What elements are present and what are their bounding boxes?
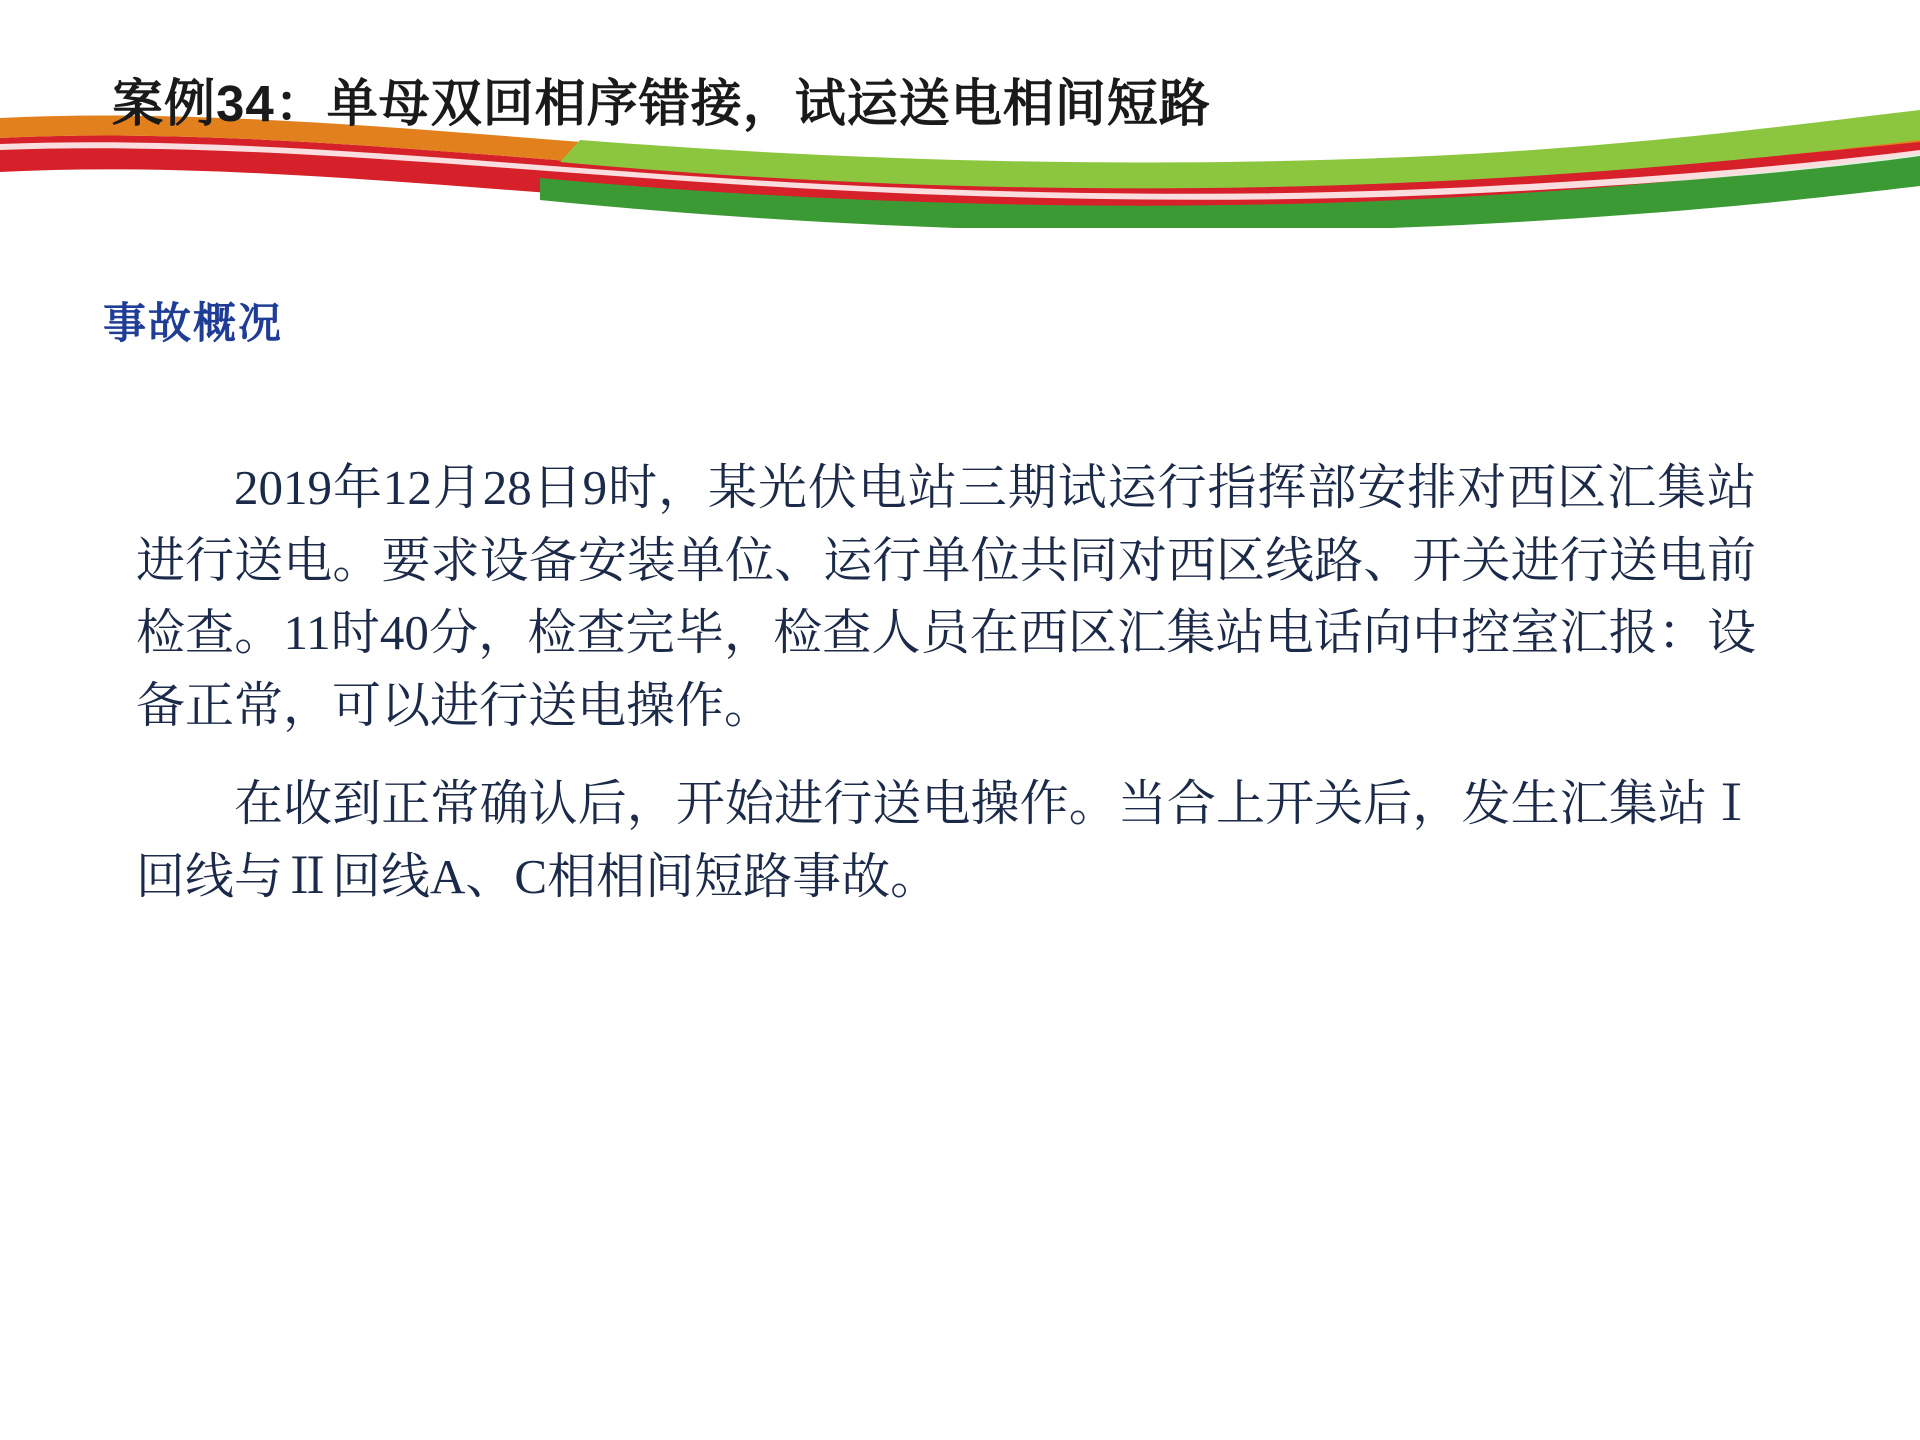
paragraph: 在收到正常确认后，开始进行送电操作。当合上开关后，发生汇集站Ⅰ回线与Ⅱ回线A、C相相间短路事故。 xyxy=(136,776,1756,904)
paragraph: 2019年12月28日9时，某光伏电站三期试运行指挥部安排对西区汇集站进行送电。要求设备安装单位、运行单位共同对西区线路、开关进行送电前检查。11时40分，检查完毕，检查人员在西区汇集站电话向中控室汇报：设备正常，可以进行送电操作。 xyxy=(136,460,1756,733)
section-heading: 事故概况 xyxy=(103,300,283,348)
band-bottom-fill xyxy=(0,228,1920,250)
page-title: 案例34：单母双回相序错接，试运送电相间短路 xyxy=(112,75,1211,132)
body-text-block xyxy=(136,452,1756,913)
